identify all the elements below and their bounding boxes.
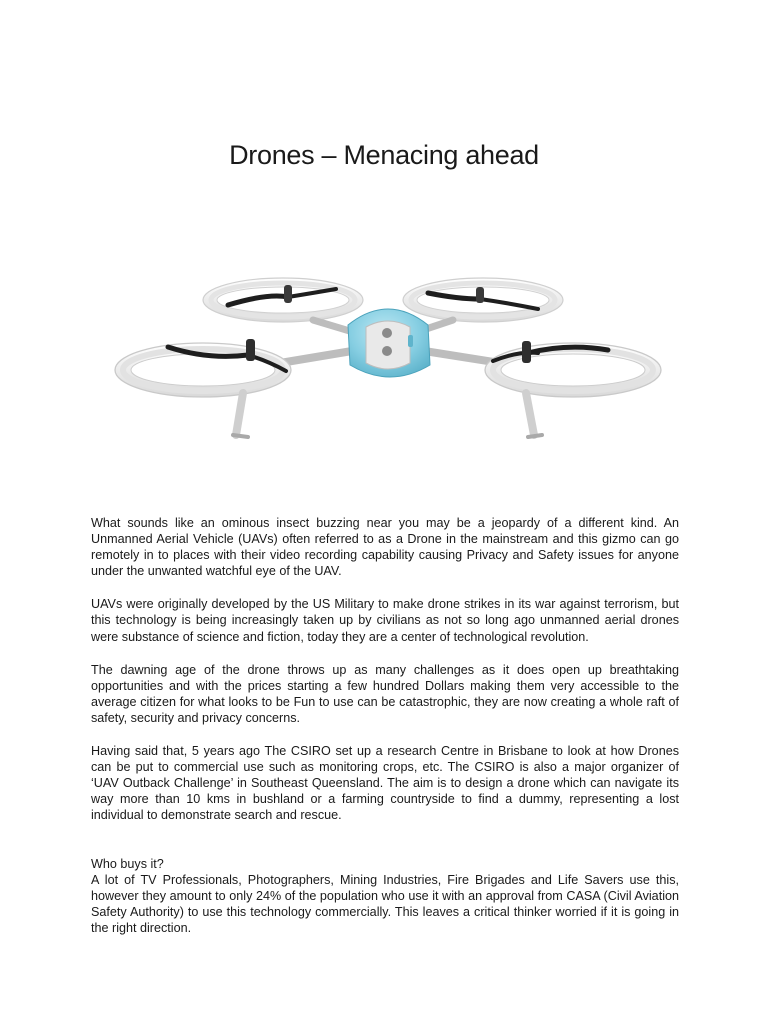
drone-illustration: [108, 265, 668, 445]
article-body: [91, 515, 679, 936]
paragraph-2: UAVs were originally developed by the US Military to make drone strikes in its war against terrorism, but this technology is being increasingly taken up by civilians as not so long ago unmanned aerial drones were substance of science and fiction, today they are a center of technological revolution.: [91, 597, 679, 644]
paragraph-1: What sounds like an ominous insect buzzing near you may be a jeopardy of a different kind. An Unmanned Aerial Vehicle (UAVs) often referred to as a Drone in the mainstream and this gizmo can go remotely in to places with their video recording capability causing Privacy and Safety issues for anyone under the unwanted watchful eye of the UAV.: [91, 516, 679, 579]
rotor-guard-front-left: [115, 339, 291, 397]
rotor-guard-front-right: [485, 341, 661, 397]
rotor-guard-back-left: [203, 278, 363, 322]
paragraph-3: The dawning age of the drone throws up as many challenges as it does open up breathtaking opportunities and with the prices starting a few hundred Dollars making them very accessible to the average citizen for what looks to be Fun to use can be catastrophic, they are now creating a whole raft of safety, security and privacy concerns.: [91, 662, 679, 725]
landing-legs: [233, 393, 542, 437]
drone-body: [348, 309, 430, 377]
paragraph-4: Having said that, 5 years ago The CSIRO set up a research Centre in Brisbane to look at how Drones can be put to commercial use such as monitoring crops, etc. The CSIRO is also a major organizer of ‘UAV Outback Challenge’ in Southeast Queensland. The aim is to design a drone which can navigate its way more than 10 kms in bushland or a farming countryside to find a dummy, representing a lost individual to demonstrate search and rescue.: [91, 744, 679, 823]
section-subheading: Who buys it?: [91, 856, 164, 871]
section-spacer: [91, 841, 679, 856]
rotor-guard-back-right: [403, 278, 563, 322]
document-title: Drones – Menacing ahead: [229, 140, 539, 170]
closing-paragraph: A lot of TV Professionals, Photographers, Mining Industries, Fire Brigades and Life Savers use this, however they amount to only 24% of the population who use it with an approval from CASA (Civil Aviation Safety Authority) to use this technology commercially. This leaves a critical thinker worried if it is going in the right direction.: [91, 872, 679, 935]
